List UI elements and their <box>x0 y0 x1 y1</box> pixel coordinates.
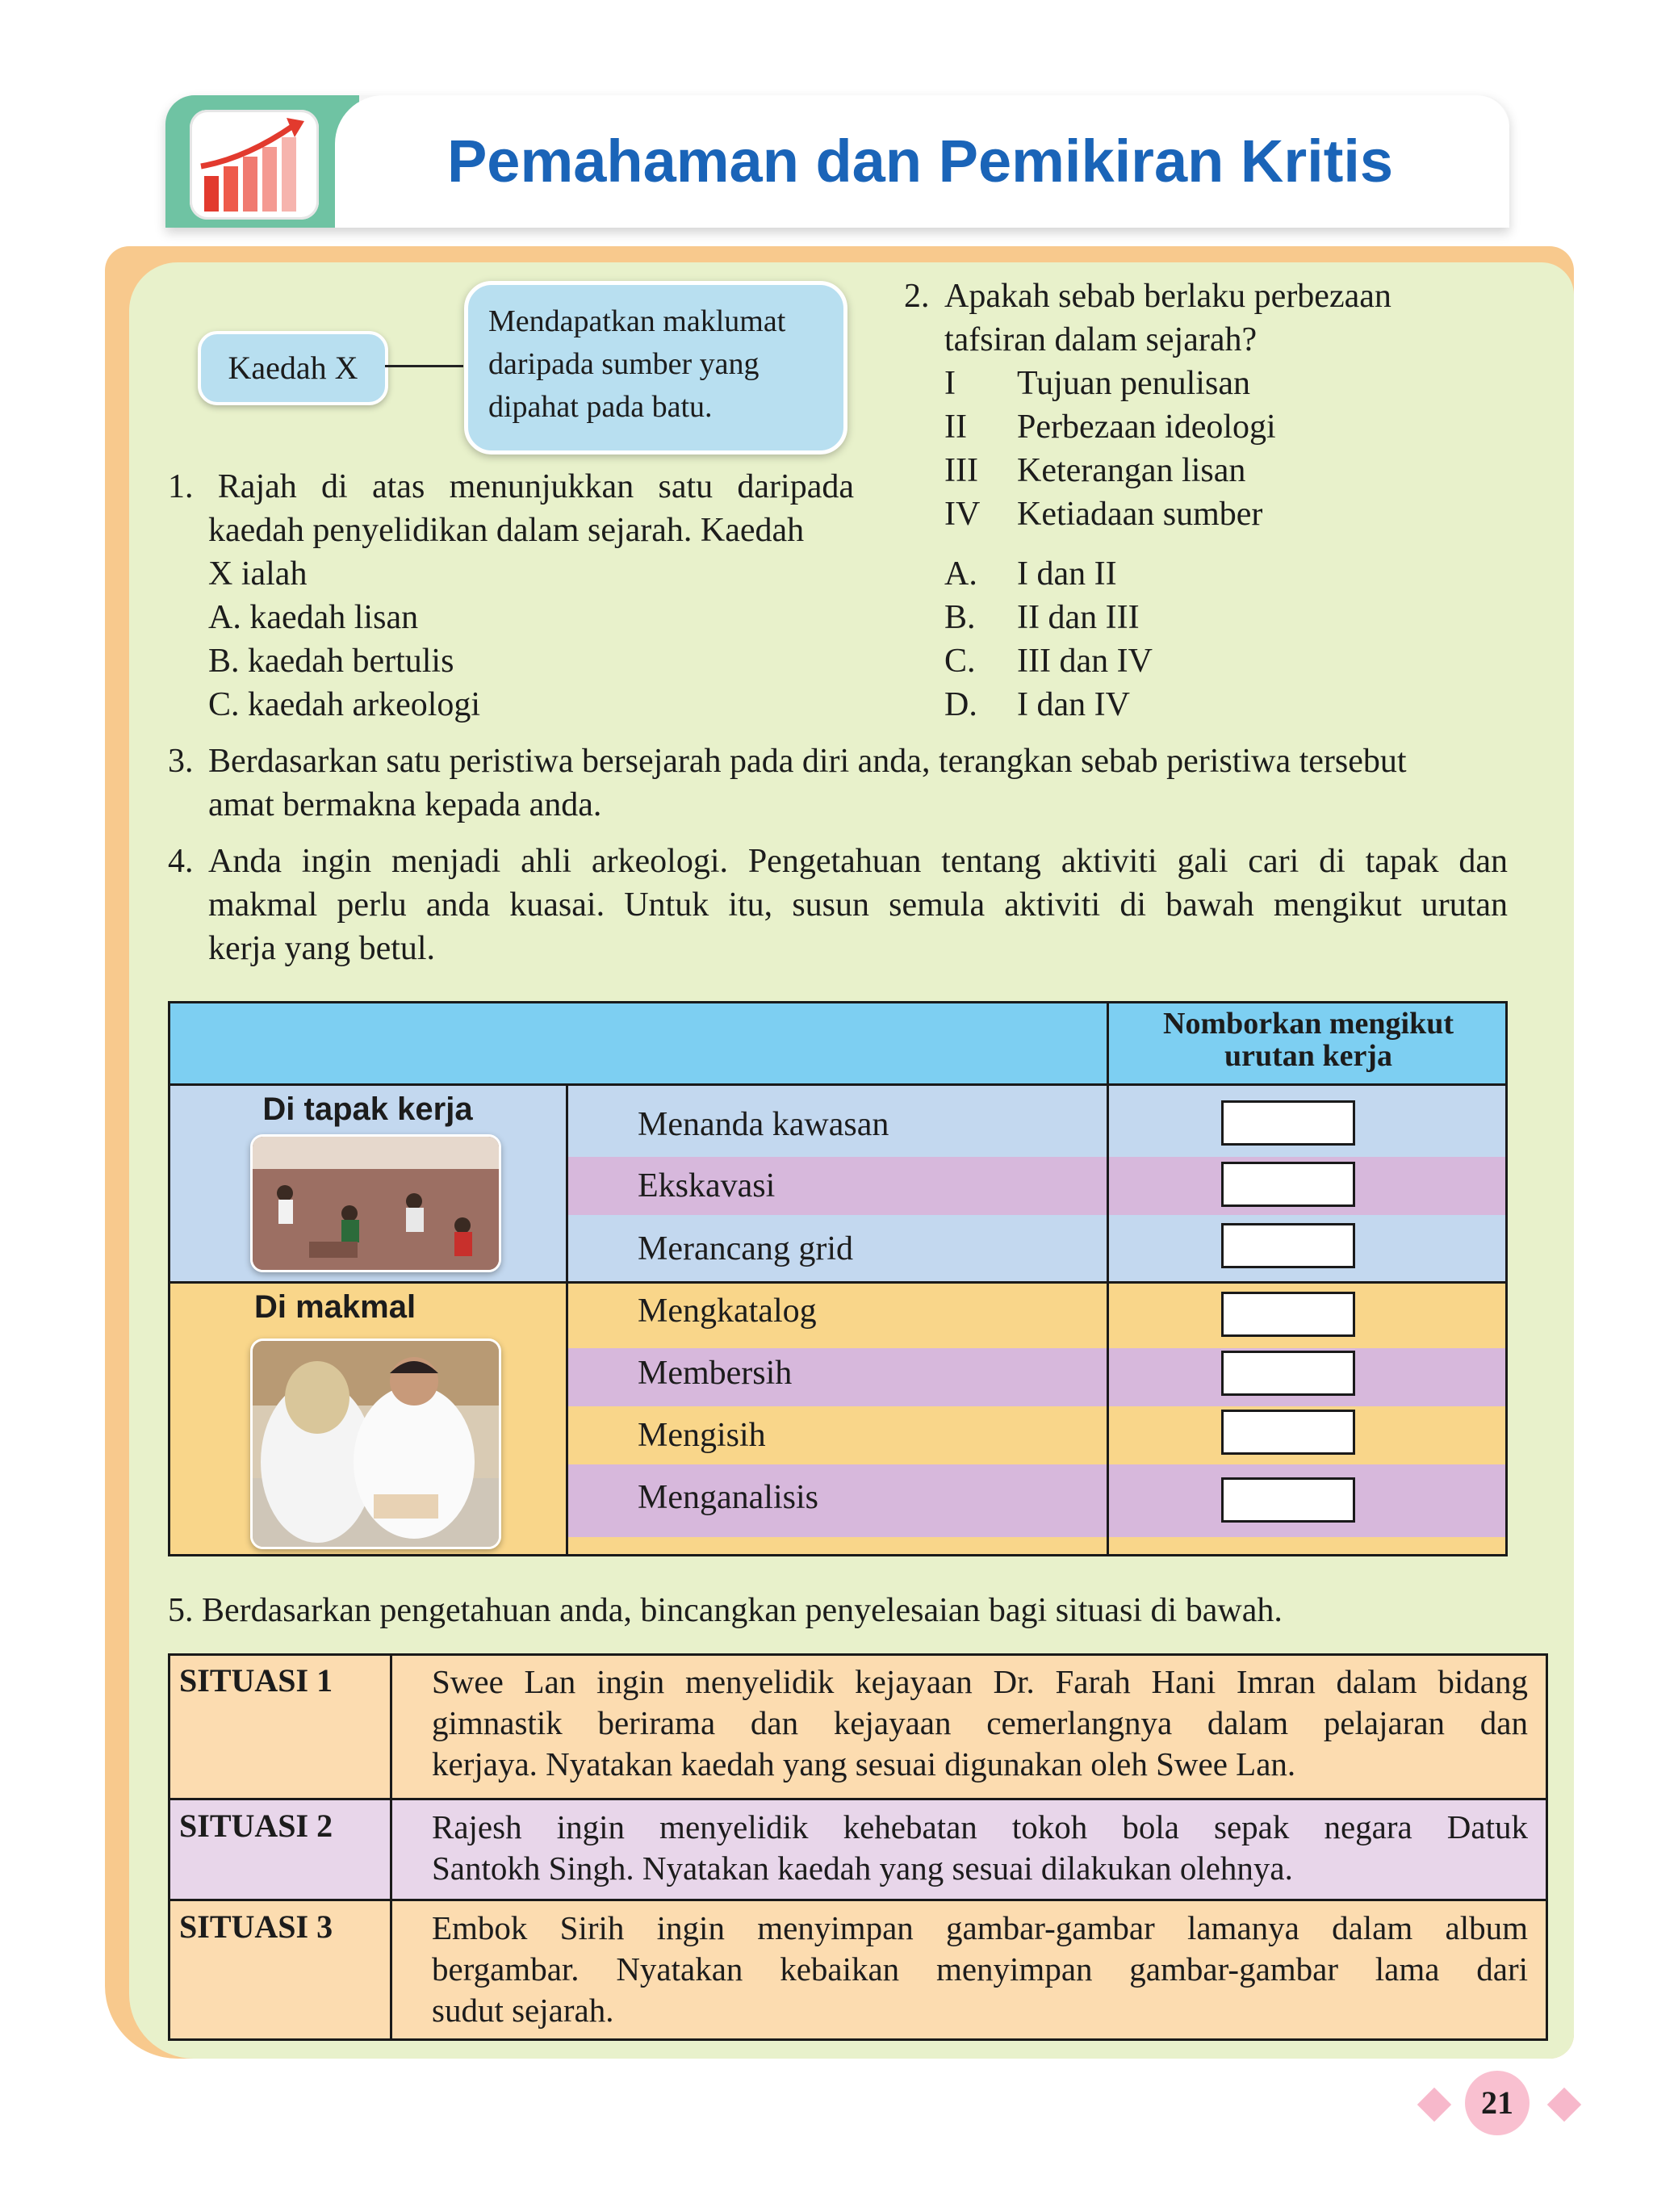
situation-line: Rajesh ingin menyelidik kehebatan tokoh bola sepak negara Datuk <box>432 1808 1528 1845</box>
order-answer-box[interactable] <box>1221 1477 1355 1523</box>
situation-line: Swee Lan ingin menyelidik kejayaan Dr. Farah Hani Imran dalam bidang <box>432 1663 1528 1700</box>
info-line: daripada sumber yang <box>488 347 760 381</box>
table-divider <box>566 1084 568 1556</box>
table-divider <box>168 1798 1548 1800</box>
table-divider <box>168 1899 1548 1901</box>
situation-label: SITUASI 2 <box>179 1808 333 1844</box>
table-header-label <box>1109 1008 1508 1072</box>
q2-option-letter: A. <box>944 555 977 593</box>
q5-intro: 5. Berdasarkan pengetahuan anda, bincangkan penyelesaian bagi situasi di bawah. <box>168 1592 1283 1629</box>
info-line: dipahat pada batu. <box>488 390 713 424</box>
activity-label: Menganalisis <box>638 1479 818 1516</box>
excavation-site-photo <box>250 1134 501 1272</box>
page-title: Pemahaman dan Pemikiran Kritis <box>446 128 1394 195</box>
info-line: Mendapatkan maklumat <box>488 304 786 338</box>
q2-option-text: II dan III <box>1017 599 1140 636</box>
order-answer-box[interactable] <box>1221 1100 1355 1146</box>
q1-line: X ialah <box>208 555 308 593</box>
activity-label: Mengisih <box>638 1417 766 1454</box>
decorative-diamond <box>1417 2088 1451 2122</box>
order-answer-box[interactable] <box>1221 1223 1355 1268</box>
page-number: 21 <box>1481 2084 1513 2121</box>
lab-label-text: Di makmal <box>254 1289 416 1325</box>
laboratory-photo <box>250 1339 501 1549</box>
q4-number: 4. <box>168 843 194 880</box>
table-header-line: urutan kerja <box>1224 1039 1392 1073</box>
situation-text <box>432 1908 1528 2031</box>
activity-label: Merancang grid <box>638 1230 854 1267</box>
order-answer-box[interactable] <box>1221 1351 1355 1396</box>
table-divider <box>168 1281 1508 1284</box>
situation-line: gimnastik berirama dan kejayaan cemerlangnya dalam pelajaran dan <box>432 1704 1528 1741</box>
situation-line: sudut sejarah. <box>432 1992 614 2029</box>
info-text <box>488 300 827 429</box>
q2-statement-num: III <box>944 452 978 489</box>
situation-label: SITUASI 3 <box>179 1908 333 1945</box>
q2-statement-text: Perbezaan ideologi <box>1017 408 1276 446</box>
activity-label: Menanda kawasan <box>638 1106 889 1143</box>
decorative-diamond <box>1547 2088 1581 2122</box>
situation-label: SITUASI 1 <box>179 1662 333 1699</box>
situation-line: Santokh Singh. Nyatakan kaedah yang sesuai dilakukan olehnya. <box>432 1850 1293 1887</box>
q4-line: kerja yang betul. <box>208 930 436 967</box>
situation-line: Embok Sirih ingin menyimpan gambar-gambar lamanya dalam album <box>432 1909 1528 1946</box>
q2-statement-num: IV <box>944 496 981 533</box>
q2-statement-text: Tujuan penulisan <box>1017 365 1250 402</box>
q2-number: 2. <box>904 278 930 315</box>
connector-line <box>385 365 463 367</box>
situation-line: bergambar. Nyatakan kebaikan menyimpan gambar-gambar lama dari <box>432 1950 1528 1988</box>
situation-line: kerjaya. Nyatakan kaedah yang sesuai digunakan oleh Swee Lan. <box>432 1745 1296 1783</box>
q3-line: Berdasarkan satu peristiwa bersejarah pada diri anda, terangkan sebab peristiwa tersebut <box>208 743 1407 780</box>
q2-option-text: III dan IV <box>1017 643 1153 680</box>
method-box: Kaedah X <box>198 331 388 405</box>
q2-option-text: I dan II <box>1017 555 1117 593</box>
q2-line: Apakah sebab berlaku perbezaan <box>944 278 1391 315</box>
q2-option-text: I dan IV <box>1017 686 1130 723</box>
q1-line: kaedah penyelidikan dalam sejarah. Kaedah <box>208 512 805 549</box>
q2-option-letter: D. <box>944 686 977 723</box>
q4-line: makmal perlu anda kuasai. Untuk itu, susun semula aktiviti di bawah mengikut urutan <box>208 886 1508 924</box>
q2-statement-num: II <box>944 408 967 446</box>
table-divider <box>168 1083 1508 1086</box>
q3-number: 3. <box>168 743 194 780</box>
q1-option: A. kaedah lisan <box>208 599 419 636</box>
order-answer-box[interactable] <box>1221 1410 1355 1455</box>
table-header-line: Nomborkan mengikut <box>1163 1007 1454 1041</box>
site-label: Di tapak kerja <box>262 1091 473 1127</box>
table-divider <box>390 1653 392 2041</box>
situation-text <box>432 1807 1528 1889</box>
q1-option: B. kaedah bertulis <box>208 643 454 680</box>
q2-line: tafsiran dalam sejarah? <box>944 321 1258 358</box>
q2-option-letter: C. <box>944 643 976 680</box>
activity-label: Membersih <box>638 1355 793 1392</box>
q2-statement-text: Ketiadaan sumber <box>1017 496 1263 533</box>
situation-text <box>432 1661 1528 1785</box>
q4-line: Anda ingin menjadi ahli arkeologi. Pengetahuan tentang aktiviti gali cari di tapak dan <box>208 843 1508 880</box>
order-answer-box[interactable] <box>1221 1162 1355 1207</box>
order-answer-box[interactable] <box>1221 1292 1355 1337</box>
q1-option: C. kaedah arkeologi <box>208 686 481 723</box>
q2-statement-text: Keterangan lisan <box>1017 452 1246 489</box>
q2-statement-num: I <box>944 365 956 402</box>
activity-label: Mengkatalog <box>638 1292 817 1330</box>
activity-label: Ekskavasi <box>638 1167 776 1204</box>
q2-option-letter: B. <box>944 599 976 636</box>
bar-chart-growth-icon <box>190 110 319 220</box>
q3-line: amat bermakna kepada anda. <box>208 786 602 823</box>
q1-line: 1. Rajah di atas menunjukkan satu daripada <box>168 468 854 505</box>
